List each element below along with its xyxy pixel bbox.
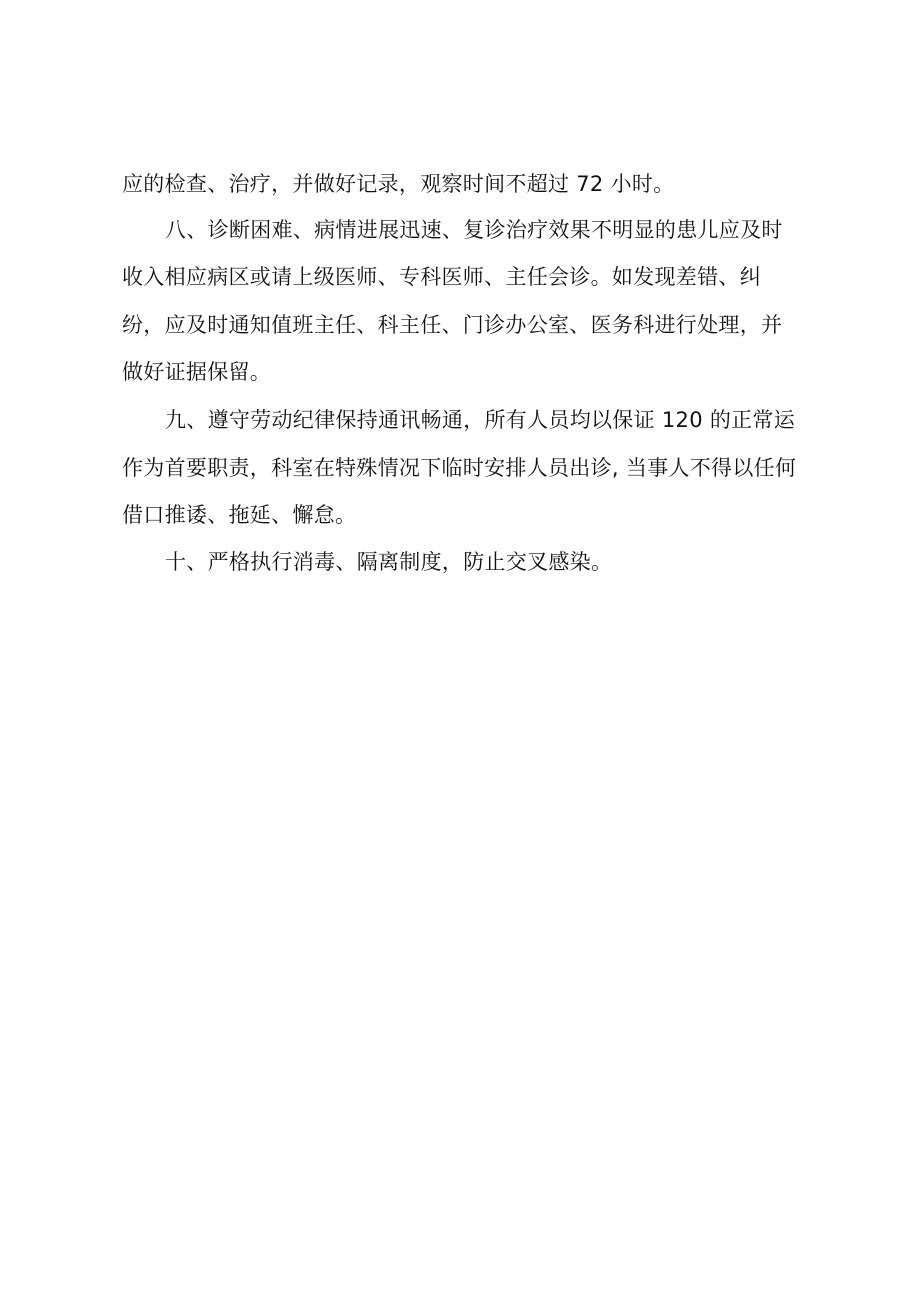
paragraph-9-line-3: 借口推诿、拖延、懈怠。: [122, 503, 357, 527]
paragraph-8-line-4: 做好证据保留。: [122, 360, 272, 384]
paragraph-8-line-2: 收入相应病区或请上级医师、专科医师、主任会诊。如发现差错、纠: [122, 265, 761, 289]
paragraph-8-line-3: 纷，应及时通知值班主任、科主任、门诊办公室、医务科进行处理，并: [122, 313, 783, 337]
paragraph-8-line-1: 八、诊断困难、病情进展迅速、复诊治疗效果不明显的患儿应及时: [165, 218, 783, 242]
paragraph-10-line-1: 十、严格执行消毒、隔离制度，防止交叉感染。: [165, 550, 613, 574]
paragraph-9-line-1: 九、遵守劳动纪律保持通讯畅通，所有人员均以保证 120 的正常运: [165, 408, 796, 432]
paragraph-7-line-end: 应的检查、治疗，并做好记录，观察时间不超过 72 小时。: [122, 172, 675, 196]
paragraph-9-line-2: 作为首要职责，科室在特殊情况下临时安排人员出诊, 当事人不得以任何: [122, 456, 797, 480]
